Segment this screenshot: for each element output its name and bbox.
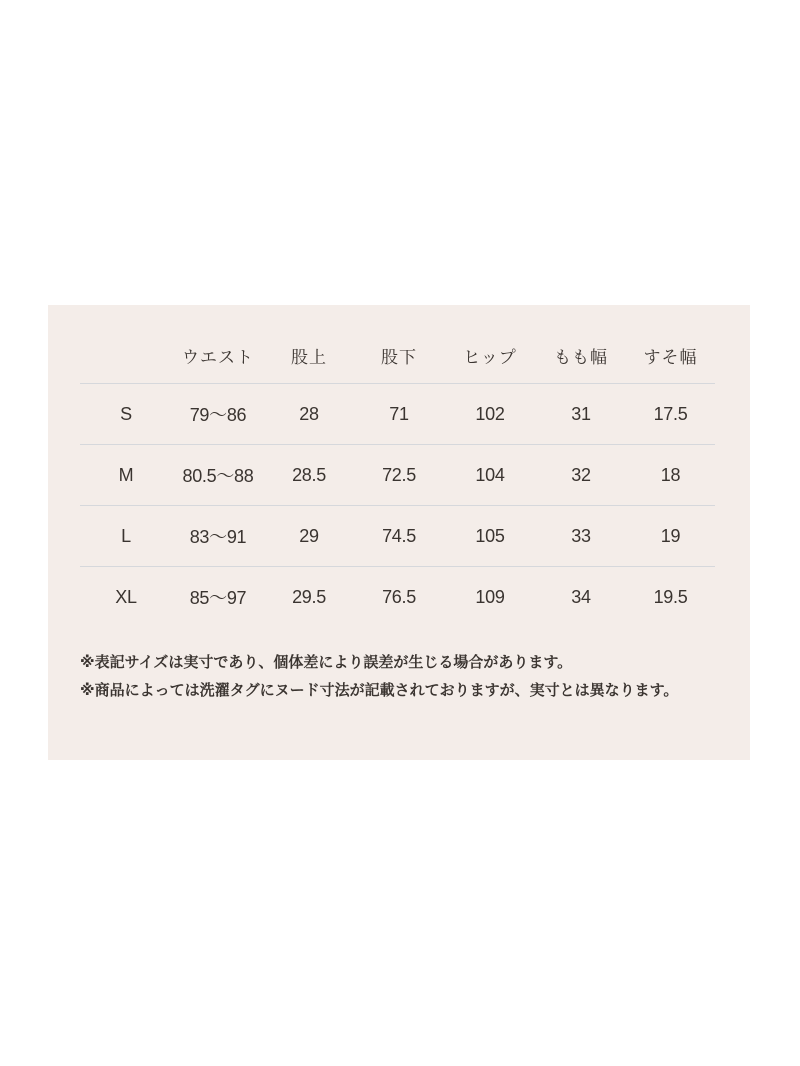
table-cell: 28.5 — [264, 445, 354, 506]
table-cell: 104 — [444, 445, 536, 506]
table-cell: 74.5 — [354, 506, 444, 567]
table-cell: 80.5〜88 — [172, 445, 264, 506]
table-cell: 76.5 — [382, 586, 416, 607]
table-row — [80, 384, 715, 445]
header-hip: ヒップ — [444, 327, 536, 384]
table-cell: 32 — [536, 445, 626, 506]
table-cell: 85〜97 — [189, 588, 247, 608]
table-cell: 18 — [626, 445, 715, 506]
table-row — [80, 506, 715, 567]
table-cell: 19.5 — [653, 586, 688, 607]
table-cell: 109 — [475, 586, 505, 607]
size-label: L — [80, 506, 172, 567]
size-chart-panel — [48, 305, 750, 760]
table-cell: 29.5 — [292, 586, 326, 607]
table-cell: 102 — [444, 384, 536, 445]
size-label: M — [80, 445, 172, 506]
table-cell: 79〜86 — [172, 384, 264, 445]
table-cell: 17.5 — [626, 384, 715, 445]
header-hem-width: すそ幅 — [626, 327, 715, 384]
table-cell: 34 — [571, 586, 591, 607]
header-inseam: 股下 — [354, 327, 444, 384]
table-cell: 28 — [264, 384, 354, 445]
table-row — [80, 445, 715, 506]
size-table — [80, 327, 715, 627]
table-cell: 71 — [354, 384, 444, 445]
header-rise: 股上 — [264, 327, 354, 384]
size-notes — [80, 648, 720, 704]
table-cell: 29 — [264, 506, 354, 567]
table-row — [80, 567, 715, 628]
note-measurement-disclaimer: ※表記サイズは実寸であり、個体差により誤差が生じる場合があります。 — [80, 653, 573, 671]
size-label: XL — [115, 586, 137, 607]
table-cell: 83〜91 — [172, 506, 264, 567]
table-cell: 72.5 — [354, 445, 444, 506]
note-care-tag-disclaimer: ※商品によっては洗濯タグにヌード寸法が記載されておりますが、実寸とは異なります。 — [80, 681, 679, 699]
table-cell: 31 — [536, 384, 626, 445]
size-label: S — [80, 384, 172, 445]
table-header-row — [80, 327, 715, 384]
header-waist: ウエスト — [172, 327, 264, 384]
header-size — [80, 327, 172, 384]
table-cell: 33 — [536, 506, 626, 567]
table-cell: 105 — [444, 506, 536, 567]
table-cell: 19 — [626, 506, 715, 567]
header-thigh-width: もも幅 — [536, 327, 626, 384]
